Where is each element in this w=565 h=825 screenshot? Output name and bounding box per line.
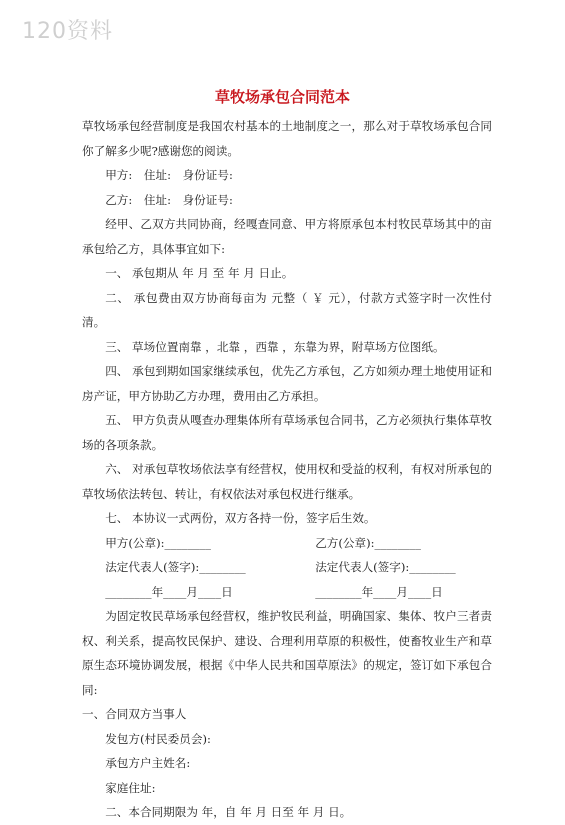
- paragraph: 四、 承包到期如国家继续承包，优先乙方承包，乙方如须办理土地使用证和房产证，甲方协助乙方办理，费用由乙方承担。: [82, 364, 492, 403]
- paragraph: 甲方: 住址: 身份证号:: [105, 168, 233, 182]
- party-a-representative: 法定代表人(签字):________: [105, 560, 246, 574]
- watermark: 120资料: [22, 19, 113, 44]
- paragraph: 一、 承包期从 年 月 至 年 月 日止。: [105, 266, 294, 280]
- party-a-date: ________年____月____日: [105, 584, 233, 599]
- paragraph: 承包方户主姓名:: [105, 756, 191, 770]
- party-b-seal: 乙方(公章):________: [315, 535, 421, 550]
- party-b-date: ________年____月____日: [315, 584, 443, 599]
- paragraph: 家庭住址:: [105, 780, 156, 795]
- party-b-representative: 法定代表人(签字):________: [315, 560, 456, 574]
- document-title: 草牧场承包合同范本: [214, 88, 350, 106]
- signature-row: [82, 531, 492, 556]
- paragraph: 三、 草场位置南靠 ，北靠 ，西靠 ，东靠为界，附草场方位图纸。: [105, 339, 445, 354]
- signature-row: [82, 580, 492, 605]
- paragraph: 二、本合同期限为 年，自 年 月 日至 年 月 日。: [105, 805, 352, 819]
- paragraph: 五、 甲方负责从嘎查办理集体所有草场承包合同书，乙方必须执行集体草牧场的各项条款。: [82, 413, 492, 452]
- paragraph: 乙方: 住址: 身份证号:: [105, 192, 233, 207]
- document-body: [82, 114, 492, 825]
- paragraph: 为固定牧民草场承包经营权，维护牧民利益，明确国家、集体、牧户三者责权、利关系，提高牧民保护、建设、合理利用草原的积极性，使畜牧业生产和草原生态环境协调发展，根据《中华人民共和国草原法》的规定，签订如下承包合同:: [82, 609, 492, 697]
- signature-row: [82, 555, 492, 580]
- paragraph: 七、 本协议一式两份，双方各持一份，签字后生效。: [105, 511, 376, 525]
- paragraph: 二、 承包费由双方协商每亩为 元整（ ￥ 元），付款方式签字时一次性付清。: [82, 290, 492, 329]
- paragraph: 经甲、乙双方共同协商，经嘎查同意、甲方将原承包本村牧民草场其中的亩承包给乙方，具体事宜如下:: [82, 217, 492, 256]
- party-a-seal: 甲方(公章):________: [105, 535, 211, 550]
- paragraph: 草牧场承包经营制度是我国农村基本的土地制度之一，那么对于草牧场承包合同你了解多少呢?感谢您的阅读。: [82, 119, 492, 158]
- section-heading: 一、合同双方当事人: [82, 707, 187, 721]
- paragraph: 六、 对承包草牧场依法享有经营权，使用权和受益的权利，有权对所承包的草牧场依法转包、转让，有权依法对承包权进行继承。: [82, 462, 492, 501]
- paragraph: 发包方(村民委员会):: [105, 731, 211, 746]
